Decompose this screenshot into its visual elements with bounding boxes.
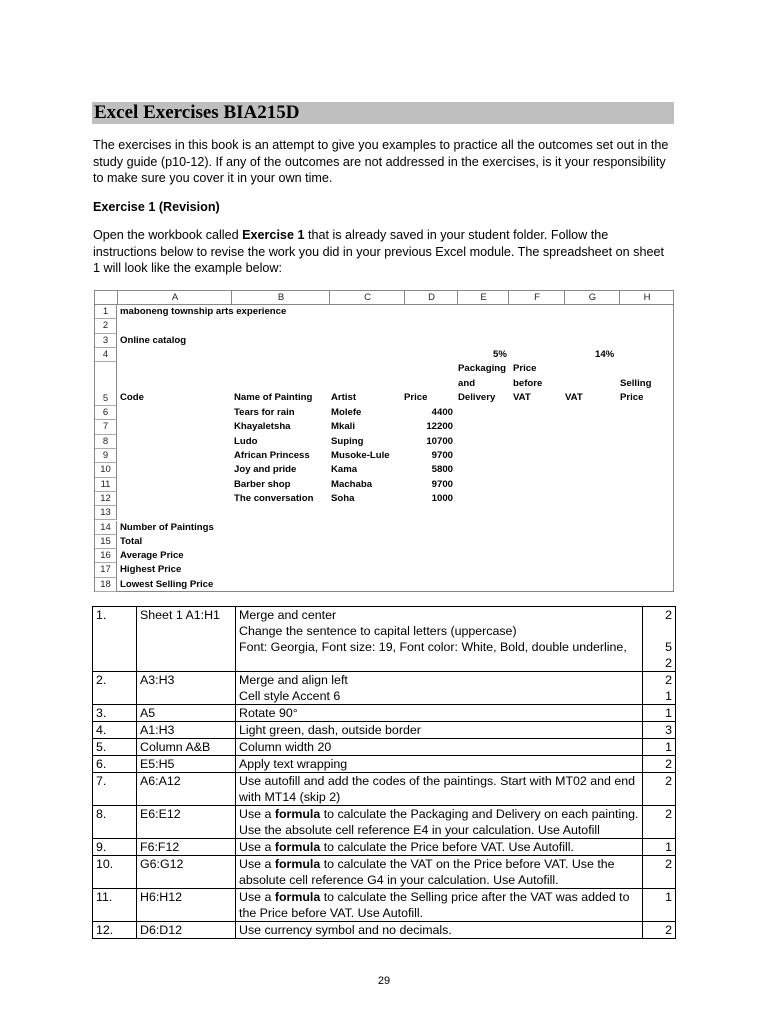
task-marks xyxy=(643,722,676,739)
painting-name: Barber shop xyxy=(234,478,291,490)
task-row xyxy=(93,756,676,773)
task-number: 4. xyxy=(93,722,137,739)
painting-name: African Princess xyxy=(234,450,310,461)
task-description xyxy=(236,839,643,856)
task-description-line: Font: Georgia, Font size: 19, Font color: White, Bold, double underline, xyxy=(239,640,627,654)
task-mark: 2 xyxy=(665,807,672,821)
painting-price: 12200 xyxy=(426,421,453,433)
row-header-4: 4 xyxy=(95,348,117,362)
summary-label: Number of Paintings xyxy=(120,521,214,533)
task-number: 7. xyxy=(93,773,137,806)
row-header-10: 10 xyxy=(95,463,117,477)
instructions-after: that is already saved in your student folder. Follow the instructions below to revise the work you did in your previous Excel module. The spreadsheet on sheet 1 will look like the example below: xyxy=(93,228,664,275)
task-description-line: Light green, dash, outside border xyxy=(239,723,421,737)
task-table xyxy=(92,606,676,939)
task-number: 2. xyxy=(93,672,137,705)
summary-label: Average Price xyxy=(120,550,184,562)
task-range: D6:D12 xyxy=(137,922,236,939)
header-price-before-0: Price xyxy=(513,363,537,375)
task-mark: 5 xyxy=(665,640,672,654)
task-description xyxy=(236,722,643,739)
row-header-14: 14 xyxy=(95,521,117,535)
cell-a1: maboneng township arts experience xyxy=(120,306,287,317)
header-packaging-2: Delivery xyxy=(458,391,496,403)
task-row xyxy=(93,839,676,856)
task-row xyxy=(93,773,676,806)
painting-name: Ludo xyxy=(234,435,258,447)
task-description-part: formula xyxy=(274,807,321,821)
task-row xyxy=(93,672,676,705)
instructions-paragraph xyxy=(93,227,673,277)
task-description-line: Merge and align left xyxy=(239,673,348,687)
header-artist: Artist xyxy=(331,391,357,403)
task-range: E5:H5 xyxy=(137,756,236,773)
header-packaging-1: and xyxy=(458,377,476,389)
task-range: H6:H12 xyxy=(137,889,236,922)
spreadsheet-example xyxy=(94,290,674,592)
painting-name: The conversation xyxy=(234,492,314,504)
column-header-f: F xyxy=(508,291,565,304)
task-mark: 2 xyxy=(665,857,672,871)
task-mark: 2 xyxy=(665,656,672,670)
task-description xyxy=(236,756,643,773)
exercise-heading: Exercise 1 (Revision) xyxy=(93,200,220,214)
task-number: 12. xyxy=(93,922,137,939)
task-range: F6:F12 xyxy=(137,839,236,856)
task-marks xyxy=(643,607,676,672)
header-packaging-0: Packaging xyxy=(458,363,506,375)
task-description-line: Use autofill and add the codes of the paintings. Start with MT02 and end with MT14 (skip 2) xyxy=(239,774,636,804)
task-description-line: Change the sentence to capital letters (uppercase) xyxy=(239,624,517,638)
task-range: Sheet 1 A1:H1 xyxy=(137,607,236,672)
page-number: 29 xyxy=(377,975,391,987)
task-description-part: to calculate the Packaging and Delivery on each painting. Use the absolute cell reference E4 in your calculation. Use Autofill xyxy=(239,807,639,837)
painting-price: 9700 xyxy=(431,478,453,490)
task-marks xyxy=(643,922,676,939)
task-number: 8. xyxy=(93,806,137,839)
summary-label: Highest Price xyxy=(120,564,182,576)
task-range: A1:H3 xyxy=(137,722,236,739)
task-description xyxy=(236,739,643,756)
task-description-line: Use currency symbol and no decimals. xyxy=(239,923,452,937)
row-header-3: 3 xyxy=(95,334,117,348)
task-range: A3:H3 xyxy=(137,672,236,705)
column-header-c: C xyxy=(329,291,405,304)
task-description xyxy=(236,856,643,889)
task-marks xyxy=(643,856,676,889)
row-header-18: 18 xyxy=(95,578,117,592)
task-mark: 1 xyxy=(665,890,672,904)
row-header-6: 6 xyxy=(95,406,117,420)
page-title: Excel Exercises BIA215D xyxy=(94,102,300,123)
header-price-before-2: VAT xyxy=(513,391,531,403)
task-description xyxy=(236,607,643,672)
column-header-b: B xyxy=(231,291,330,304)
row-header-1: 1 xyxy=(95,305,117,319)
painting-artist: Musoke-Lule xyxy=(331,450,390,461)
task-description-part: Use a xyxy=(239,807,275,821)
task-range: A5 xyxy=(137,705,236,722)
row-header-17: 17 xyxy=(95,563,117,577)
row-header-2: 2 xyxy=(95,319,117,333)
task-description-line: Cell style Accent 6 xyxy=(239,689,341,703)
task-description-line: Apply text wrapping xyxy=(239,757,348,771)
task-mark: 2 xyxy=(665,757,672,771)
painting-artist: Molefe xyxy=(331,407,362,419)
painting-artist: Kama xyxy=(331,464,358,476)
task-mark xyxy=(646,623,672,639)
painting-price: 1000 xyxy=(431,492,453,504)
column-header-h: H xyxy=(619,291,674,304)
cell-g4: 14% xyxy=(595,348,615,360)
task-mark: 1 xyxy=(665,740,672,754)
task-mark: 1 xyxy=(665,840,672,854)
task-mark: 1 xyxy=(665,706,672,720)
task-marks xyxy=(643,756,676,773)
task-description-part: Use a xyxy=(239,840,275,854)
header-selling-1: Price xyxy=(620,391,644,403)
task-number: 10. xyxy=(93,856,137,889)
instructions-before: Open the workbook called xyxy=(93,228,243,242)
task-number: 9. xyxy=(93,839,137,856)
task-description xyxy=(236,773,643,806)
task-description-part: Use a xyxy=(239,857,275,871)
task-description xyxy=(236,705,643,722)
painting-name: Tears for rain xyxy=(234,407,295,419)
painting-price: 9700 xyxy=(431,450,453,461)
task-marks xyxy=(643,739,676,756)
row-header-13: 13 xyxy=(95,506,117,520)
task-marks xyxy=(643,839,676,856)
task-description xyxy=(236,922,643,939)
task-row xyxy=(93,806,676,839)
task-range: A6:A12 xyxy=(137,773,236,806)
task-row xyxy=(93,739,676,756)
header-selling-0: Selling xyxy=(620,377,652,389)
task-description xyxy=(236,889,643,922)
row-header-5: 5 xyxy=(95,362,117,406)
row-header-15: 15 xyxy=(95,535,117,549)
task-number: 3. xyxy=(93,705,137,722)
task-number: 6. xyxy=(93,756,137,773)
row-header-9: 9 xyxy=(95,449,117,463)
cell-e4: 5% xyxy=(493,348,507,360)
task-description-part: Use a xyxy=(239,890,275,904)
task-row xyxy=(93,705,676,722)
header-vat: VAT xyxy=(565,391,583,403)
task-description xyxy=(236,672,643,705)
summary-label: Total xyxy=(120,535,143,547)
task-mark: 3 xyxy=(665,723,672,737)
task-description-part: formula xyxy=(274,857,321,871)
painting-artist: Machaba xyxy=(331,478,373,490)
task-marks xyxy=(643,773,676,806)
task-description-part: formula xyxy=(274,890,321,904)
header-code: Code xyxy=(120,391,144,403)
task-row xyxy=(93,607,676,672)
task-range: G6:G12 xyxy=(137,856,236,889)
task-description-line: Merge and center xyxy=(239,608,337,622)
task-mark: 2 xyxy=(665,608,672,622)
task-marks xyxy=(643,705,676,722)
column-header-row xyxy=(95,291,673,305)
task-number: 11. xyxy=(93,889,137,922)
task-description-part: to calculate the Selling price after the VAT was added to the Price before VAT. Use Autofill. xyxy=(239,890,630,920)
painting-name: Khayaletsha xyxy=(234,421,291,433)
task-description-line: Column width 20 xyxy=(239,740,332,754)
column-header-e: E xyxy=(457,291,509,304)
task-description-part: formula xyxy=(274,840,321,854)
task-description-part: to calculate the Price before VAT. Use Autofill. xyxy=(320,840,574,854)
task-description xyxy=(236,806,643,839)
task-mark: 1 xyxy=(665,689,672,703)
task-mark: 2 xyxy=(665,923,672,937)
instructions-bold: Exercise 1 xyxy=(242,228,305,242)
task-description-part: to calculate the VAT on the Price before VAT. Use the absolute cell reference G4 in your calculation. Use Autofill. xyxy=(239,857,615,887)
painting-artist: Suping xyxy=(331,435,364,447)
intro-paragraph: The exercises in this book is an attempt to give you examples to practice all the outcomes set out in the study guide (p10-12). If any of the outcomes are not addressed in the exercises, is it your responsibility to make sure you cover it in your own time. xyxy=(93,138,669,185)
task-marks xyxy=(643,889,676,922)
painting-name: Joy and pride xyxy=(234,464,297,476)
painting-artist: Mkali xyxy=(331,421,355,433)
row-header-11: 11 xyxy=(95,478,117,492)
row-header-8: 8 xyxy=(95,435,117,449)
painting-price: 5800 xyxy=(431,464,453,476)
task-row xyxy=(93,722,676,739)
task-mark: 2 xyxy=(665,774,672,788)
header-name: Name of Painting xyxy=(234,391,313,403)
header-price: Price xyxy=(404,391,428,403)
painting-price: 4400 xyxy=(431,407,453,419)
row-header-7: 7 xyxy=(95,420,117,434)
task-number: 1. xyxy=(93,607,137,672)
cell-a3: Online catalog xyxy=(120,334,187,346)
task-row xyxy=(93,922,676,939)
task-row xyxy=(93,889,676,922)
task-marks xyxy=(643,806,676,839)
task-range: E6:E12 xyxy=(137,806,236,839)
task-row xyxy=(93,856,676,889)
task-range: Column A&B xyxy=(137,739,236,756)
title-bar xyxy=(92,102,674,124)
row-header-12: 12 xyxy=(95,492,117,506)
task-marks xyxy=(643,672,676,705)
painting-price: 10700 xyxy=(426,435,453,447)
task-description-line: Rotate 90° xyxy=(239,706,298,720)
column-header-d: D xyxy=(404,291,458,304)
task-number: 5. xyxy=(93,739,137,756)
row-header-16: 16 xyxy=(95,549,117,563)
header-price-before-1: before xyxy=(513,377,543,389)
column-header-a: A xyxy=(117,291,232,304)
summary-label: Lowest Selling Price xyxy=(120,578,214,590)
painting-artist: Soha xyxy=(331,492,355,504)
task-mark: 2 xyxy=(665,673,672,687)
column-header-g: G xyxy=(564,291,620,304)
